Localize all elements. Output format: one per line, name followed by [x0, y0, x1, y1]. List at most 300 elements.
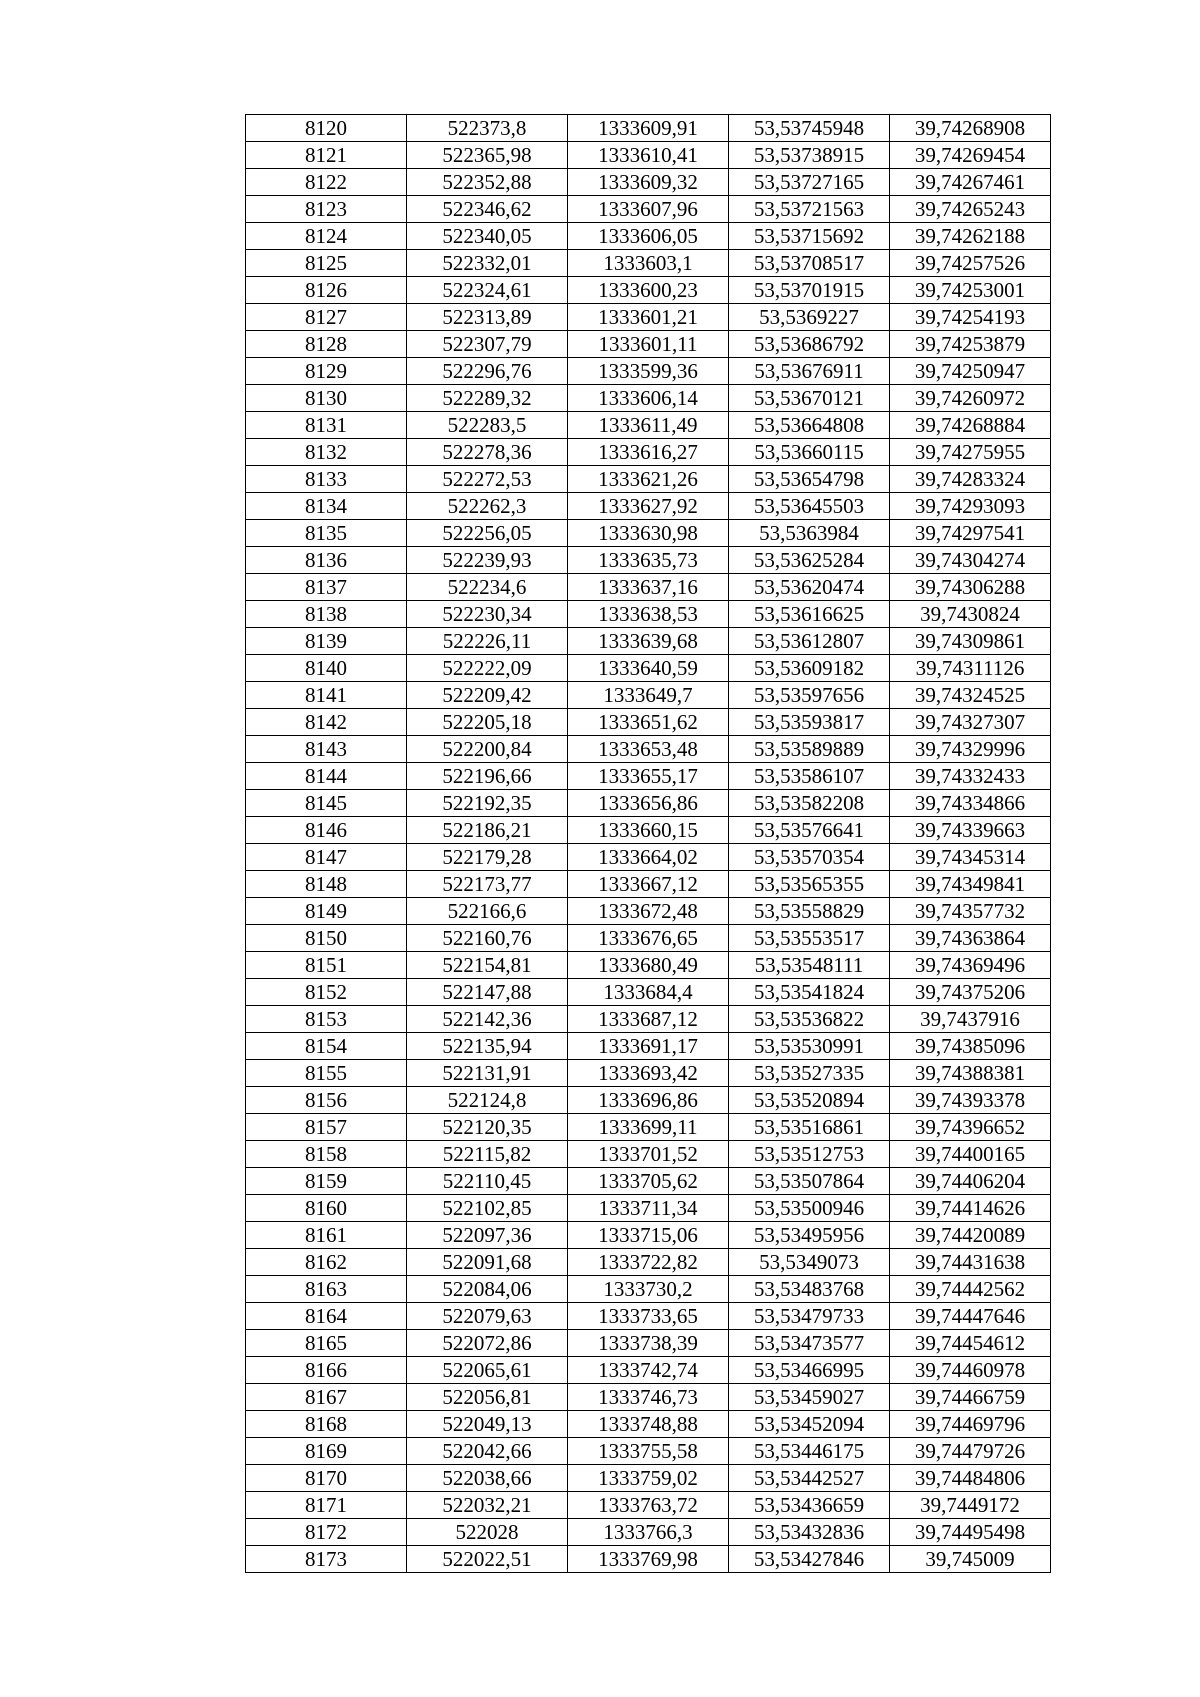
point-number-cell: 8168	[246, 1411, 407, 1438]
longitude-cell: 39,74283324	[890, 466, 1051, 493]
y-coordinate-cell: 1333603,1	[568, 250, 729, 277]
longitude-cell: 39,74479726	[890, 1438, 1051, 1465]
x-coordinate-cell: 522278,36	[407, 439, 568, 466]
longitude-cell: 39,74454612	[890, 1330, 1051, 1357]
point-number-cell: 8149	[246, 898, 407, 925]
latitude-cell: 53,53442527	[729, 1465, 890, 1492]
table-row	[246, 790, 1051, 817]
latitude-cell: 53,53670121	[729, 385, 890, 412]
longitude-cell: 39,74400165	[890, 1141, 1051, 1168]
point-number-cell: 8169	[246, 1438, 407, 1465]
point-number-cell: 8122	[246, 169, 407, 196]
point-number-cell: 8162	[246, 1249, 407, 1276]
x-coordinate-cell: 522340,05	[407, 223, 568, 250]
table-row	[246, 169, 1051, 196]
latitude-cell: 53,53427846	[729, 1546, 890, 1573]
point-number-cell: 8137	[246, 574, 407, 601]
y-coordinate-cell: 1333601,11	[568, 331, 729, 358]
latitude-cell: 53,53576641	[729, 817, 890, 844]
table-row	[246, 412, 1051, 439]
table-row	[246, 223, 1051, 250]
x-coordinate-cell: 522142,36	[407, 1006, 568, 1033]
x-coordinate-cell: 522256,05	[407, 520, 568, 547]
latitude-cell: 53,53436659	[729, 1492, 890, 1519]
x-coordinate-cell: 522147,88	[407, 979, 568, 1006]
point-number-cell: 8163	[246, 1276, 407, 1303]
latitude-cell: 53,53664808	[729, 412, 890, 439]
table-row	[246, 277, 1051, 304]
x-coordinate-cell: 522234,6	[407, 574, 568, 601]
y-coordinate-cell: 1333600,23	[568, 277, 729, 304]
y-coordinate-cell: 1333733,65	[568, 1303, 729, 1330]
x-coordinate-cell: 522196,66	[407, 763, 568, 790]
table-row	[246, 358, 1051, 385]
coordinates-table	[245, 114, 1051, 1573]
table-row	[246, 1033, 1051, 1060]
latitude-cell: 53,53582208	[729, 790, 890, 817]
x-coordinate-cell: 522065,61	[407, 1357, 568, 1384]
y-coordinate-cell: 1333638,53	[568, 601, 729, 628]
y-coordinate-cell: 1333680,49	[568, 952, 729, 979]
x-coordinate-cell: 522056,81	[407, 1384, 568, 1411]
point-number-cell: 8136	[246, 547, 407, 574]
latitude-cell: 53,53500946	[729, 1195, 890, 1222]
y-coordinate-cell: 1333746,73	[568, 1384, 729, 1411]
point-number-cell: 8127	[246, 304, 407, 331]
x-coordinate-cell: 522313,89	[407, 304, 568, 331]
table-row	[246, 520, 1051, 547]
point-number-cell: 8147	[246, 844, 407, 871]
longitude-cell: 39,74332433	[890, 763, 1051, 790]
point-number-cell: 8142	[246, 709, 407, 736]
point-number-cell: 8124	[246, 223, 407, 250]
y-coordinate-cell: 1333656,86	[568, 790, 729, 817]
longitude-cell: 39,74495498	[890, 1519, 1051, 1546]
table-row	[246, 304, 1051, 331]
x-coordinate-cell: 522166,6	[407, 898, 568, 925]
latitude-cell: 53,53654798	[729, 466, 890, 493]
x-coordinate-cell: 522131,91	[407, 1060, 568, 1087]
latitude-cell: 53,53721563	[729, 196, 890, 223]
x-coordinate-cell: 522239,93	[407, 547, 568, 574]
point-number-cell: 8170	[246, 1465, 407, 1492]
table-row	[246, 709, 1051, 736]
table-row	[246, 682, 1051, 709]
longitude-cell: 39,74260972	[890, 385, 1051, 412]
table-row	[246, 979, 1051, 1006]
longitude-cell: 39,74385096	[890, 1033, 1051, 1060]
y-coordinate-cell: 1333630,98	[568, 520, 729, 547]
y-coordinate-cell: 1333722,82	[568, 1249, 729, 1276]
table-row	[246, 1465, 1051, 1492]
x-coordinate-cell: 522091,68	[407, 1249, 568, 1276]
x-coordinate-cell: 522179,28	[407, 844, 568, 871]
longitude-cell: 39,74253001	[890, 277, 1051, 304]
y-coordinate-cell: 1333691,17	[568, 1033, 729, 1060]
y-coordinate-cell: 1333738,39	[568, 1330, 729, 1357]
latitude-cell: 53,53745948	[729, 115, 890, 142]
table-row	[246, 115, 1051, 142]
longitude-cell: 39,74388381	[890, 1060, 1051, 1087]
longitude-cell: 39,74309861	[890, 628, 1051, 655]
latitude-cell: 53,53507864	[729, 1168, 890, 1195]
longitude-cell: 39,74324525	[890, 682, 1051, 709]
x-coordinate-cell: 522365,98	[407, 142, 568, 169]
latitude-cell: 53,53620474	[729, 574, 890, 601]
y-coordinate-cell: 1333766,3	[568, 1519, 729, 1546]
x-coordinate-cell: 522200,84	[407, 736, 568, 763]
x-coordinate-cell: 522205,18	[407, 709, 568, 736]
x-coordinate-cell: 522079,63	[407, 1303, 568, 1330]
y-coordinate-cell: 1333664,02	[568, 844, 729, 871]
y-coordinate-cell: 1333699,11	[568, 1114, 729, 1141]
longitude-cell: 39,74349841	[890, 871, 1051, 898]
latitude-cell: 53,53548111	[729, 952, 890, 979]
table-row	[246, 1492, 1051, 1519]
point-number-cell: 8135	[246, 520, 407, 547]
y-coordinate-cell: 1333705,62	[568, 1168, 729, 1195]
point-number-cell: 8148	[246, 871, 407, 898]
latitude-cell: 53,53541824	[729, 979, 890, 1006]
y-coordinate-cell: 1333730,2	[568, 1276, 729, 1303]
latitude-cell: 53,53565355	[729, 871, 890, 898]
y-coordinate-cell: 1333660,15	[568, 817, 729, 844]
table-row	[246, 547, 1051, 574]
x-coordinate-cell: 522049,13	[407, 1411, 568, 1438]
point-number-cell: 8144	[246, 763, 407, 790]
longitude-cell: 39,74297541	[890, 520, 1051, 547]
x-coordinate-cell: 522084,06	[407, 1276, 568, 1303]
x-coordinate-cell: 522186,21	[407, 817, 568, 844]
point-number-cell: 8150	[246, 925, 407, 952]
point-number-cell: 8154	[246, 1033, 407, 1060]
x-coordinate-cell: 522042,66	[407, 1438, 568, 1465]
table-row	[246, 1330, 1051, 1357]
point-number-cell: 8129	[246, 358, 407, 385]
x-coordinate-cell: 522226,11	[407, 628, 568, 655]
point-number-cell: 8151	[246, 952, 407, 979]
x-coordinate-cell: 522120,35	[407, 1114, 568, 1141]
latitude-cell: 53,53530991	[729, 1033, 890, 1060]
longitude-cell: 39,74268908	[890, 115, 1051, 142]
latitude-cell: 53,53612807	[729, 628, 890, 655]
longitude-cell: 39,74357732	[890, 898, 1051, 925]
point-number-cell: 8165	[246, 1330, 407, 1357]
y-coordinate-cell: 1333672,48	[568, 898, 729, 925]
latitude-cell: 53,53483768	[729, 1276, 890, 1303]
point-number-cell: 8128	[246, 331, 407, 358]
longitude-cell: 39,74257526	[890, 250, 1051, 277]
point-number-cell: 8139	[246, 628, 407, 655]
longitude-cell: 39,74329996	[890, 736, 1051, 763]
x-coordinate-cell: 522324,61	[407, 277, 568, 304]
y-coordinate-cell: 1333640,59	[568, 655, 729, 682]
latitude-cell: 53,53553517	[729, 925, 890, 952]
y-coordinate-cell: 1333606,14	[568, 385, 729, 412]
point-number-cell: 8125	[246, 250, 407, 277]
latitude-cell: 53,53586107	[729, 763, 890, 790]
latitude-cell: 53,53609182	[729, 655, 890, 682]
point-number-cell: 8134	[246, 493, 407, 520]
point-number-cell: 8171	[246, 1492, 407, 1519]
x-coordinate-cell: 522209,42	[407, 682, 568, 709]
point-number-cell: 8146	[246, 817, 407, 844]
latitude-cell: 53,53520894	[729, 1087, 890, 1114]
x-coordinate-cell: 522028	[407, 1519, 568, 1546]
y-coordinate-cell: 1333687,12	[568, 1006, 729, 1033]
x-coordinate-cell: 522296,76	[407, 358, 568, 385]
longitude-cell: 39,74334866	[890, 790, 1051, 817]
y-coordinate-cell: 1333627,92	[568, 493, 729, 520]
latitude-cell: 53,53676911	[729, 358, 890, 385]
x-coordinate-cell: 522097,36	[407, 1222, 568, 1249]
y-coordinate-cell: 1333667,12	[568, 871, 729, 898]
longitude-cell: 39,74431638	[890, 1249, 1051, 1276]
x-coordinate-cell: 522160,76	[407, 925, 568, 952]
x-coordinate-cell: 522262,3	[407, 493, 568, 520]
table-row	[246, 655, 1051, 682]
latitude-cell: 53,53452094	[729, 1411, 890, 1438]
y-coordinate-cell: 1333769,98	[568, 1546, 729, 1573]
x-coordinate-cell: 522307,79	[407, 331, 568, 358]
y-coordinate-cell: 1333763,72	[568, 1492, 729, 1519]
longitude-cell: 39,74306288	[890, 574, 1051, 601]
x-coordinate-cell: 522124,8	[407, 1087, 568, 1114]
latitude-cell: 53,53459027	[729, 1384, 890, 1411]
table-row	[246, 1519, 1051, 1546]
table-row	[246, 1384, 1051, 1411]
y-coordinate-cell: 1333711,34	[568, 1195, 729, 1222]
table-row	[246, 439, 1051, 466]
x-coordinate-cell: 522102,85	[407, 1195, 568, 1222]
x-coordinate-cell: 522032,21	[407, 1492, 568, 1519]
table-row	[246, 142, 1051, 169]
longitude-cell: 39,74393378	[890, 1087, 1051, 1114]
point-number-cell: 8156	[246, 1087, 407, 1114]
point-number-cell: 8152	[246, 979, 407, 1006]
table-row	[246, 1168, 1051, 1195]
y-coordinate-cell: 1333653,48	[568, 736, 729, 763]
table-row	[246, 898, 1051, 925]
y-coordinate-cell: 1333696,86	[568, 1087, 729, 1114]
table-row	[246, 1006, 1051, 1033]
latitude-cell: 53,53727165	[729, 169, 890, 196]
longitude-cell: 39,7430824	[890, 601, 1051, 628]
x-coordinate-cell: 522135,94	[407, 1033, 568, 1060]
longitude-cell: 39,74469796	[890, 1411, 1051, 1438]
latitude-cell: 53,53527335	[729, 1060, 890, 1087]
table-row	[246, 1411, 1051, 1438]
point-number-cell: 8120	[246, 115, 407, 142]
longitude-cell: 39,74420089	[890, 1222, 1051, 1249]
y-coordinate-cell: 1333637,16	[568, 574, 729, 601]
longitude-cell: 39,74414626	[890, 1195, 1051, 1222]
table-row	[246, 1141, 1051, 1168]
table-row	[246, 331, 1051, 358]
table-row	[246, 601, 1051, 628]
latitude-cell: 53,53686792	[729, 331, 890, 358]
x-coordinate-cell: 522332,01	[407, 250, 568, 277]
latitude-cell: 53,53432836	[729, 1519, 890, 1546]
longitude-cell: 39,74369496	[890, 952, 1051, 979]
x-coordinate-cell: 522230,34	[407, 601, 568, 628]
longitude-cell: 39,74254193	[890, 304, 1051, 331]
y-coordinate-cell: 1333755,58	[568, 1438, 729, 1465]
table-row	[246, 763, 1051, 790]
y-coordinate-cell: 1333649,7	[568, 682, 729, 709]
y-coordinate-cell: 1333676,65	[568, 925, 729, 952]
point-number-cell: 8121	[246, 142, 407, 169]
longitude-cell: 39,74460978	[890, 1357, 1051, 1384]
y-coordinate-cell: 1333655,17	[568, 763, 729, 790]
latitude-cell: 53,53516861	[729, 1114, 890, 1141]
point-number-cell: 8166	[246, 1357, 407, 1384]
latitude-cell: 53,53512753	[729, 1141, 890, 1168]
point-number-cell: 8141	[246, 682, 407, 709]
point-number-cell: 8143	[246, 736, 407, 763]
x-coordinate-cell: 522115,82	[407, 1141, 568, 1168]
latitude-cell: 53,53466995	[729, 1357, 890, 1384]
longitude-cell: 39,74447646	[890, 1303, 1051, 1330]
y-coordinate-cell: 1333610,41	[568, 142, 729, 169]
y-coordinate-cell: 1333607,96	[568, 196, 729, 223]
x-coordinate-cell: 522289,32	[407, 385, 568, 412]
point-number-cell: 8155	[246, 1060, 407, 1087]
table-row	[246, 574, 1051, 601]
longitude-cell: 39,74250947	[890, 358, 1051, 385]
x-coordinate-cell: 522352,88	[407, 169, 568, 196]
table-row	[246, 1357, 1051, 1384]
x-coordinate-cell: 522110,45	[407, 1168, 568, 1195]
latitude-cell: 53,53645503	[729, 493, 890, 520]
latitude-cell: 53,53625284	[729, 547, 890, 574]
table-row	[246, 1303, 1051, 1330]
longitude-cell: 39,74339663	[890, 817, 1051, 844]
point-number-cell: 8138	[246, 601, 407, 628]
latitude-cell: 53,5349073	[729, 1249, 890, 1276]
table-row	[246, 1438, 1051, 1465]
point-number-cell: 8123	[246, 196, 407, 223]
y-coordinate-cell: 1333693,42	[568, 1060, 729, 1087]
table-row	[246, 844, 1051, 871]
table-row	[246, 1087, 1051, 1114]
y-coordinate-cell: 1333609,32	[568, 169, 729, 196]
longitude-cell: 39,74275955	[890, 439, 1051, 466]
y-coordinate-cell: 1333715,06	[568, 1222, 729, 1249]
table-row	[246, 196, 1051, 223]
latitude-cell: 53,53446175	[729, 1438, 890, 1465]
point-number-cell: 8132	[246, 439, 407, 466]
y-coordinate-cell: 1333639,68	[568, 628, 729, 655]
x-coordinate-cell: 522173,77	[407, 871, 568, 898]
y-coordinate-cell: 1333748,88	[568, 1411, 729, 1438]
table-row	[246, 952, 1051, 979]
coordinates-table-body	[246, 115, 1051, 1573]
longitude-cell: 39,74262188	[890, 223, 1051, 250]
latitude-cell: 53,53589889	[729, 736, 890, 763]
table-row	[246, 925, 1051, 952]
x-coordinate-cell: 522192,35	[407, 790, 568, 817]
x-coordinate-cell: 522038,66	[407, 1465, 568, 1492]
y-coordinate-cell: 1333635,73	[568, 547, 729, 574]
table-row	[246, 628, 1051, 655]
point-number-cell: 8140	[246, 655, 407, 682]
latitude-cell: 53,5363984	[729, 520, 890, 547]
y-coordinate-cell: 1333611,49	[568, 412, 729, 439]
point-number-cell: 8173	[246, 1546, 407, 1573]
x-coordinate-cell: 522022,51	[407, 1546, 568, 1573]
table-row	[246, 1114, 1051, 1141]
latitude-cell: 53,53495956	[729, 1222, 890, 1249]
table-row	[246, 871, 1051, 898]
point-number-cell: 8160	[246, 1195, 407, 1222]
longitude-cell: 39,74375206	[890, 979, 1051, 1006]
latitude-cell: 53,53536822	[729, 1006, 890, 1033]
table-row	[246, 817, 1051, 844]
point-number-cell: 8161	[246, 1222, 407, 1249]
y-coordinate-cell: 1333759,02	[568, 1465, 729, 1492]
x-coordinate-cell: 522222,09	[407, 655, 568, 682]
latitude-cell: 53,53616625	[729, 601, 890, 628]
longitude-cell: 39,74327307	[890, 709, 1051, 736]
x-coordinate-cell: 522346,62	[407, 196, 568, 223]
point-number-cell: 8126	[246, 277, 407, 304]
y-coordinate-cell: 1333651,62	[568, 709, 729, 736]
table-row	[246, 493, 1051, 520]
y-coordinate-cell: 1333742,74	[568, 1357, 729, 1384]
point-number-cell: 8130	[246, 385, 407, 412]
y-coordinate-cell: 1333684,4	[568, 979, 729, 1006]
longitude-cell: 39,74253879	[890, 331, 1051, 358]
latitude-cell: 53,53738915	[729, 142, 890, 169]
longitude-cell: 39,74269454	[890, 142, 1051, 169]
point-number-cell: 8164	[246, 1303, 407, 1330]
longitude-cell: 39,74265243	[890, 196, 1051, 223]
table-row	[246, 1249, 1051, 1276]
point-number-cell: 8172	[246, 1519, 407, 1546]
latitude-cell: 53,53479733	[729, 1303, 890, 1330]
y-coordinate-cell: 1333616,27	[568, 439, 729, 466]
longitude-cell: 39,74363864	[890, 925, 1051, 952]
point-number-cell: 8167	[246, 1384, 407, 1411]
latitude-cell: 53,53708517	[729, 250, 890, 277]
table-row	[246, 736, 1051, 763]
longitude-cell: 39,74293093	[890, 493, 1051, 520]
longitude-cell: 39,74304274	[890, 547, 1051, 574]
y-coordinate-cell: 1333601,21	[568, 304, 729, 331]
point-number-cell: 8133	[246, 466, 407, 493]
y-coordinate-cell: 1333609,91	[568, 115, 729, 142]
longitude-cell: 39,74268884	[890, 412, 1051, 439]
point-number-cell: 8159	[246, 1168, 407, 1195]
table-row	[246, 1546, 1051, 1573]
y-coordinate-cell: 1333599,36	[568, 358, 729, 385]
longitude-cell: 39,745009	[890, 1546, 1051, 1573]
longitude-cell: 39,7437916	[890, 1006, 1051, 1033]
longitude-cell: 39,74396652	[890, 1114, 1051, 1141]
x-coordinate-cell: 522283,5	[407, 412, 568, 439]
table-row	[246, 466, 1051, 493]
longitude-cell: 39,74311126	[890, 655, 1051, 682]
point-number-cell: 8158	[246, 1141, 407, 1168]
longitude-cell: 39,74466759	[890, 1384, 1051, 1411]
latitude-cell: 53,53660115	[729, 439, 890, 466]
table-row	[246, 1276, 1051, 1303]
latitude-cell: 53,53558829	[729, 898, 890, 925]
longitude-cell: 39,74406204	[890, 1168, 1051, 1195]
table-row	[246, 1060, 1051, 1087]
table-row	[246, 250, 1051, 277]
